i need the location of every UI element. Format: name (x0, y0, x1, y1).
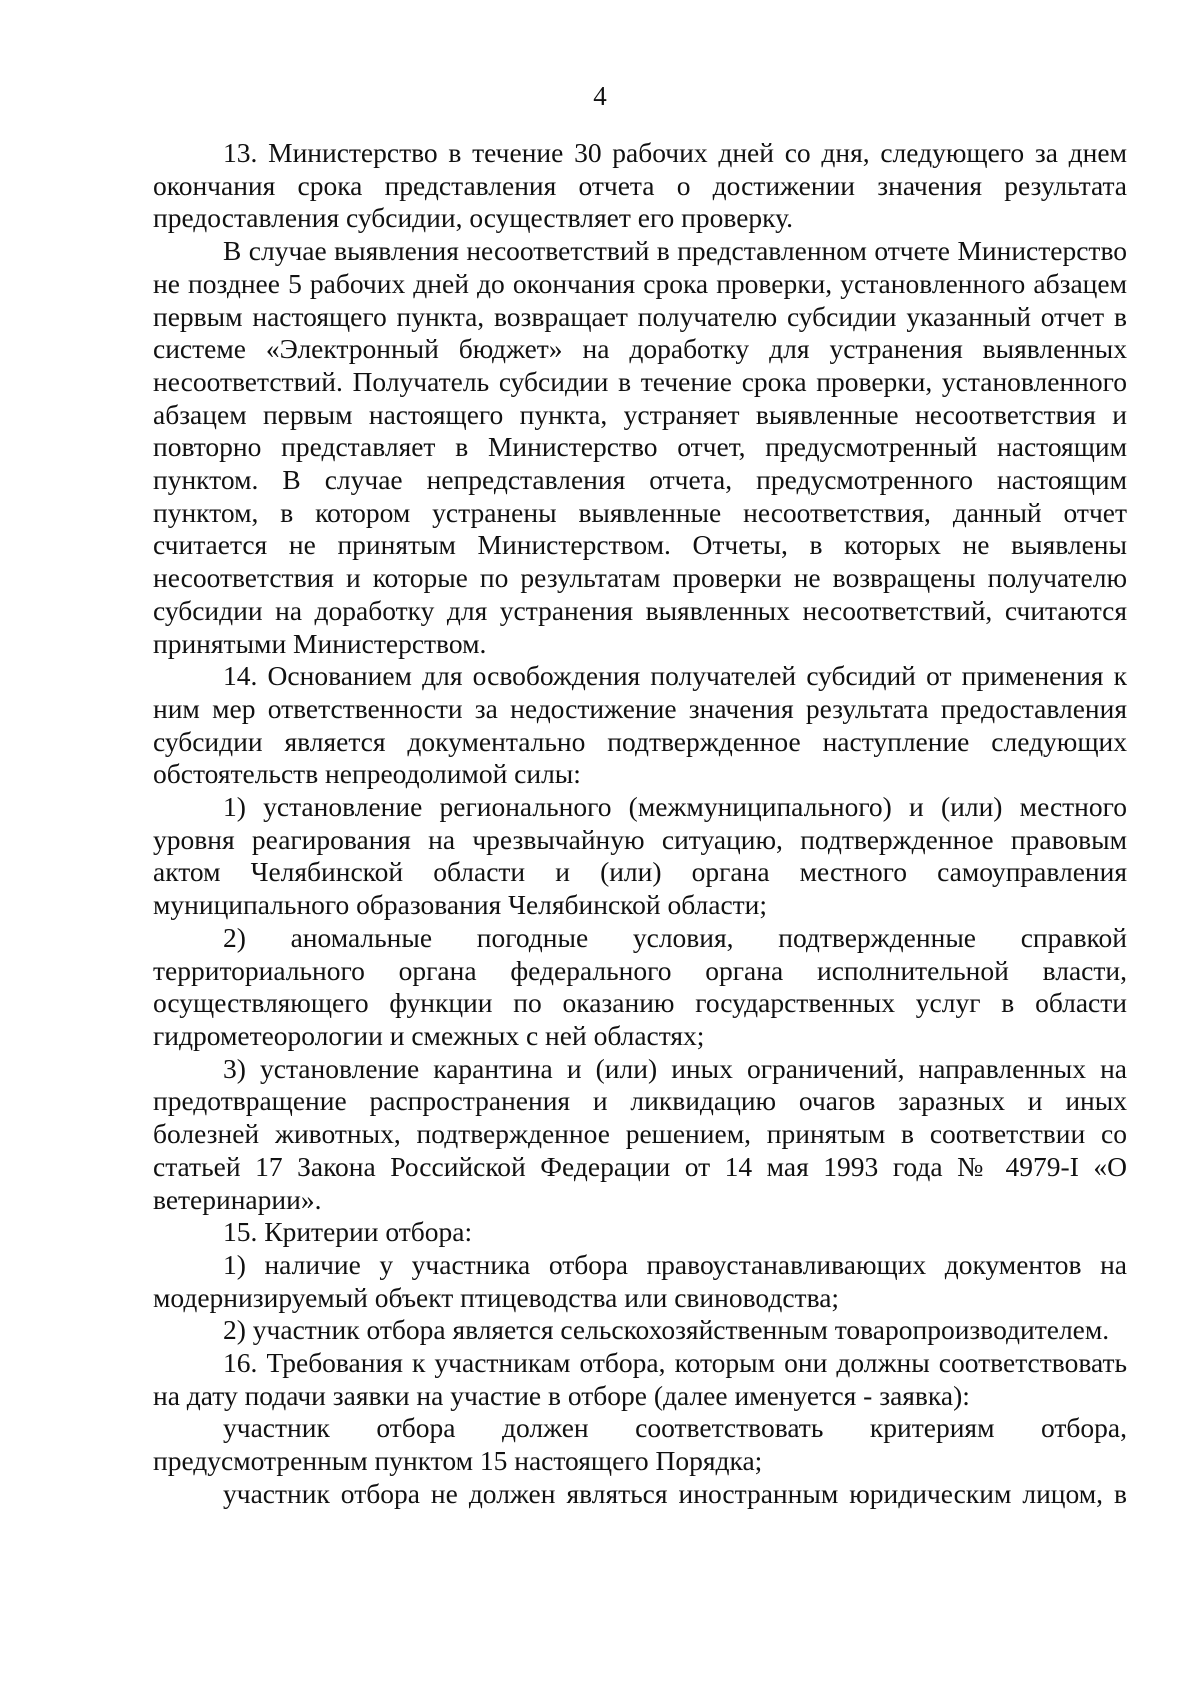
paragraph-16-requirement-2: участник отбора не должен являться иностранным юридическим лицом, в (223, 1477, 1127, 1509)
page-number: 4 (593, 81, 607, 111)
paragraph-16-requirement-1: участник отбора должен соответствовать критериям отбора, предусмотренным пунктом 15 настоящего Порядка; (153, 1412, 1127, 1477)
paragraph-14-item-3: 3) установление карантина и (или) иных ограничений, направленных на предотвращение распространения и ликвидацию очагов заразных и иных болезней животных, подтвержденное решением, принятым в соответствии со статьей 17 Закона Российской Федерации от 14 мая 1993 года № 4979-I «О ветеринарии». (153, 1052, 1127, 1215)
paragraph-14-item-1: 1) установление регионального (межмуниципального) и (или) местного уровня реагирования на чрезвычайную ситуацию, подтвержденное правовым актом Челябинской области и (или) органа местного самоуправления муниципального образования Челябинской области; (153, 791, 1127, 921)
paragraph-16: 16. Требования к участникам отбора, которым они должны соответствовать на дату подачи заявки на участие в отборе (далее именуется - заявка): (153, 1347, 1127, 1411)
paragraph-15-item-1: 1) наличие у участника отбора правоустанавливающих документов на модернизируемый объект птицеводства или свиноводства; (153, 1248, 1127, 1313)
paragraph-15: 15. Критерии отбора: (223, 1216, 473, 1248)
document-body (153, 137, 1127, 1511)
paragraph-13: 13. Министерство в течение 30 рабочих дней со дня, следующего за днем окончания срока представления отчета о достижении значения результата предоставления субсидии, осуществляет его проверку. (153, 137, 1127, 234)
paragraph-14-item-2: 2) аномальные погодные условия, подтвержденные справкой территориального органа федерального органа исполнительной власти, осуществляющего функции по оказанию государственных услуг в области гидрометеорологии и смежных с ней областях; (153, 921, 1127, 1051)
paragraph-13-second: В случае выявления несоответствий в представленном отчете Министерство не позднее 5 рабочих дней до окончания срока проверки, установленного абзацем первым настоящего пункта, возвращает получателю субсидии указанный отчет в системе «Электронный бюджет» на доработку для устранения выявленных несоответствий. Получатель субсидии в течение срока проверки, установленного абзацем первым настоящего пункта, устраняет выявленные несоответствия и повторно представляет в Министерство отчет, предусмотренный настоящим пунктом. В случае непредставления отчета, предусмотренного настоящим пунктом, в котором устранены выявленные несоответствия, данный отчет считается не принятым Министерством. Отчеты, в которых не выявлены несоответствия и которые по результатам проверки не возвращены получателю субсидии на доработку для устранения выявленных несоответствий, считаются принятыми Министерством. (153, 235, 1127, 659)
paragraph-14: 14. Основанием для освобождения получателей субсидий от применения к ним мер ответственности за недостижение значения результата предоставления субсидии является документально подтвержденное наступление следующих обстоятельств непреодолимой силы: (153, 660, 1127, 790)
paragraph-15-item-2: 2) участник отбора является сельскохозяйственным товаропроизводителем. (223, 1314, 1110, 1346)
